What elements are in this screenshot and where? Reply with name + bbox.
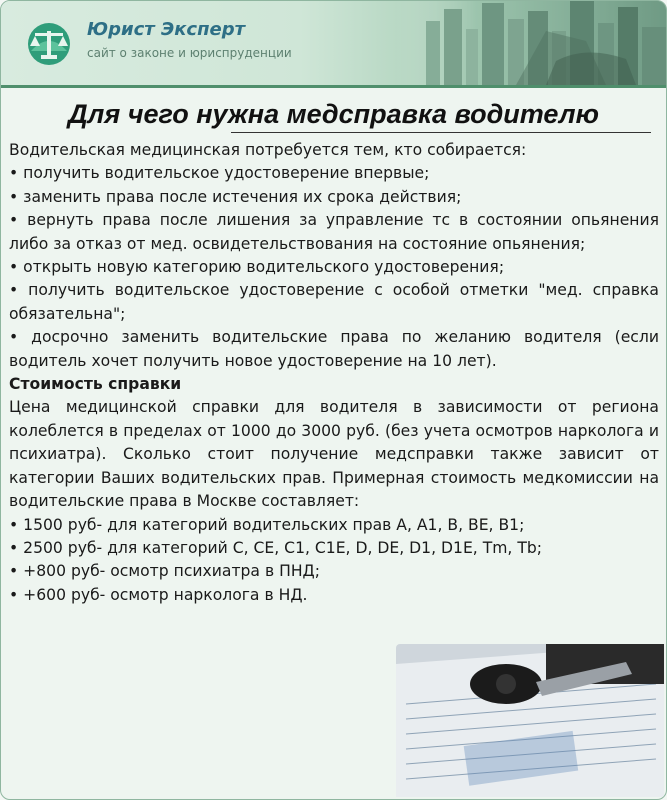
list-item: • заменить права после истечения их срока действия;	[9, 187, 462, 206]
section-heading: Стоимость справки	[9, 375, 182, 394]
list-item: • досрочно заменить водительские права по желанию водителя (если водитель хочет получить новое удостоверение на 10 лет).	[9, 328, 659, 370]
list-item: • +800 руб- осмотр психиатра в ПНД;	[9, 562, 320, 581]
page-title: Для чего нужна медсправка водителю	[68, 99, 599, 129]
list-item: • 2500 руб- для категорий C, CE, C1, C1E, D, DE, D1, D1E, Tm, Tb;	[9, 538, 543, 557]
list-item: • +600 руб- осмотр нарколога в НД.	[9, 585, 308, 604]
list-item: • получить водительское удостоверение впервые;	[9, 164, 430, 183]
list-item: • получить водительское удостоверение с особой отметки "мед. справка обязательна";	[9, 281, 659, 323]
list-item: • открыть новую категорию водительского удостоверения;	[9, 258, 505, 277]
site-header	[1, 1, 666, 88]
site-tagline: сайт о законе и юриспруденции	[87, 46, 292, 60]
intro-text: Водительская медицинская потребуется тем, кто собирается:	[9, 141, 527, 159]
title-underline	[231, 132, 651, 133]
scales-logo-icon[interactable]	[23, 21, 75, 67]
list-item: • 1500 руб- для категорий водительских прав A, A1, B, BE, B1;	[9, 515, 525, 534]
city-skyline-image	[396, 1, 666, 85]
car-key-document-photo	[396, 644, 664, 797]
price-paragraph: Цена медицинской справки для водителя в зависимости от региона колеблется в пределах от 1000 до 3000 руб. (без учета осмотров нарколога и психиатра). Сколько стоит получение медсправки также зависит от категории Ваших водительских прав. Примерная стоимость медкомиссии на водительские права в Москве составляет:	[9, 398, 659, 511]
list-item: • вернуть права после лишения за управление тс в состоянии опьянения либо за отказ от мед. освидетельствования на состояние опьянения;	[9, 211, 659, 253]
brand-name[interactable]: Юрист Эксперт	[87, 19, 246, 40]
article-body	[9, 139, 659, 607]
